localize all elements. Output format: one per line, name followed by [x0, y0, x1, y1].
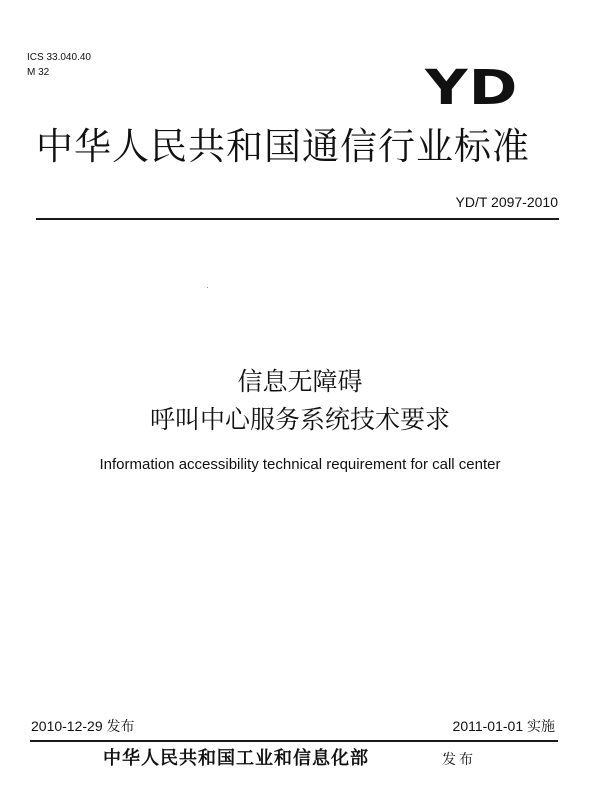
document-title-zh-line1: 信息无障碍	[237, 367, 363, 396]
document-title-zh-line2: 呼叫中心服务系统技术要求	[149, 405, 450, 434]
issuing-label: 发布	[442, 752, 476, 768]
standard-category-title: 中华人民共和国通信行业标准	[36, 125, 530, 168]
yd-logo: YD	[425, 60, 519, 116]
standard-number: YD/T 2097-2010	[455, 194, 558, 210]
top-divider	[36, 218, 559, 220]
issuing-authority: 中华人民共和国工业和信息化部	[103, 748, 369, 769]
scan-speck	[207, 287, 208, 288]
document-title-en: Information accessibility technical requirement for call center	[99, 456, 501, 473]
issue-date: 2010-12-29 发布	[31, 718, 135, 734]
ics-code: ICS 33.040.40	[27, 52, 91, 63]
bottom-divider	[30, 740, 558, 742]
classification-code: M 32	[27, 67, 50, 78]
implementation-date: 2011-01-01 实施	[452, 718, 555, 734]
